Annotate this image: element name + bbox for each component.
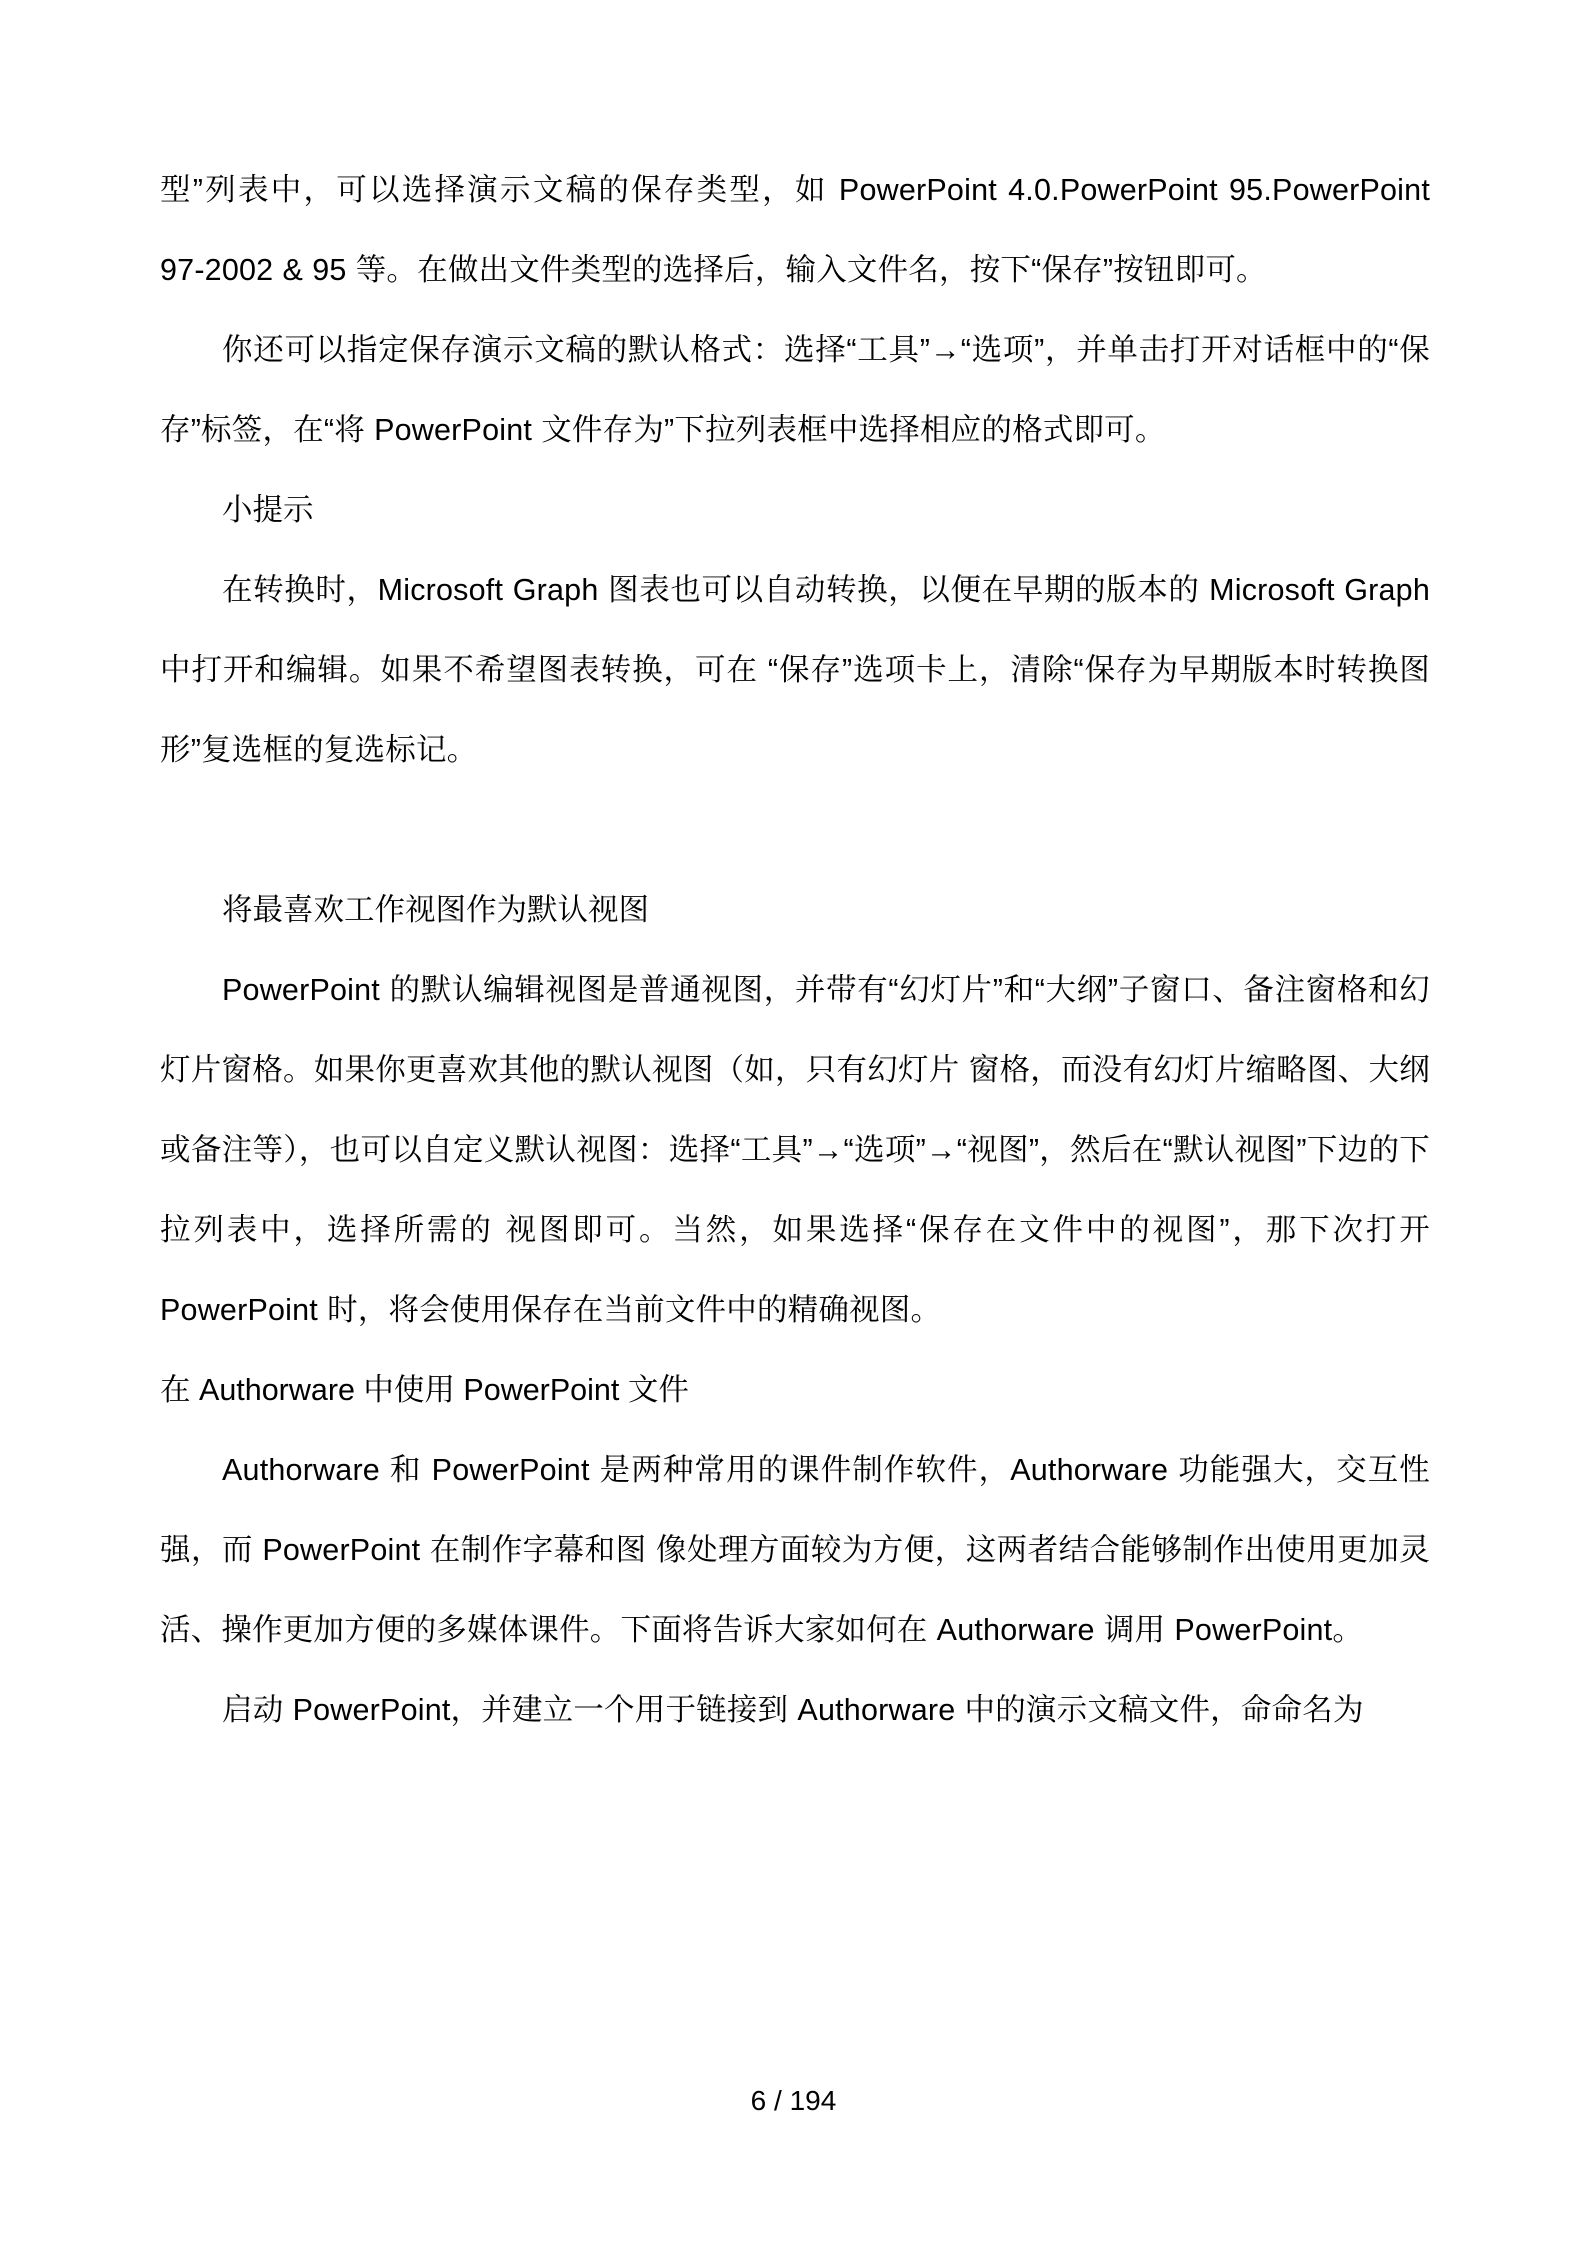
heading-tip: 小提示 — [222, 493, 314, 527]
document-content — [160, 150, 1430, 1750]
paragraph-default-format: 你还可以指定保存演示文稿的默认格式：选择“工具”→“选项”，并单击打开对话框中的“保存”标签，在“将 PowerPoint 文件存为”下拉列表框中选择相应的格式即可。 — [160, 333, 1430, 447]
heading-authorware-powerpoint: 在 Authorware 中使用 PowerPoint 文件 — [160, 1373, 689, 1407]
paragraph-authorware-steps: 启动 PowerPoint，并建立一个用于链接到 Authorware 中的演示文稿文件，命命名为 — [222, 1693, 1364, 1727]
paragraph-authorware-intro: Authorware 和 PowerPoint 是两种常用的课件制作软件，Authorware 功能强大，交互性强，而 PowerPoint 在制作字幕和图 像处理方面较为方便，这两者结合能够制作出使用更加灵活、操作更加方便的多媒体课件。下面将告诉大家如何在 Authorware 调用 PowerPoint。 — [160, 1453, 1430, 1647]
paragraph-save-type: 型”列表中，可以选择演示文稿的保存类型，如 PowerPoint 4.0.PowerPoint 95.PowerPoint 97-2002 & 95 等。在做出文件类型的选择后，输入文件名，按下“保存”按钮即可。 — [160, 173, 1430, 287]
paragraph-default-view-detail: PowerPoint 的默认编辑视图是普通视图，并带有“幻灯片”和“大纲”子窗口、备注窗格和幻灯片窗格。如果你更喜欢其他的默认视图（如，只有幻灯片 窗格，而没有幻灯片缩略图、大纲或备注等），也可以自定义默认视图：选择“工具”→“选项”→“视图”，然后在“默认视图”下边的下拉列表中，选择所需的 视图即可。当然，如果选择“保存在文件中的视图”，那下次打开 PowerPoint 时，将会使用保存在当前文件中的精确视图。 — [160, 973, 1430, 1327]
page-number: 6 / 194 — [750, 2085, 837, 2116]
paragraph-graph-conversion: 在转换时，Microsoft Graph 图表也可以自动转换，以便在早期的版本的 Microsoft Graph 中打开和编辑。如果不希望图表转换，可在 “保存”选项卡上，清除“保存为早期版本时转换图形”复选框的复选标记。 — [160, 573, 1430, 767]
section-spacer-1 — [160, 790, 1430, 870]
heading-default-view: 将最喜欢工作视图作为默认视图 — [222, 893, 649, 927]
